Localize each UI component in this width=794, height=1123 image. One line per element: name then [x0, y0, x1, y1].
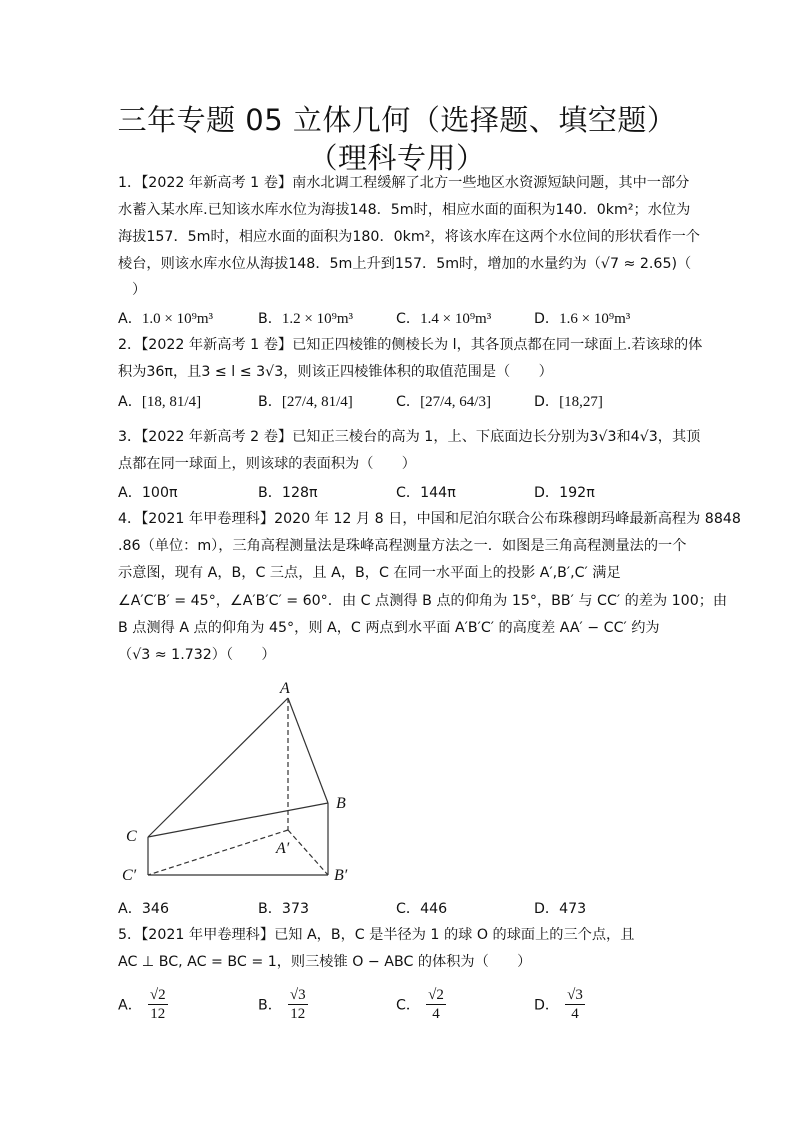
document-subtitle: （理科专用） [308, 141, 486, 175]
option-d: D．473 [534, 901, 587, 917]
svg-text:C′: C′ [122, 867, 137, 884]
option-b: B．[27/4, 81/4] [258, 394, 353, 410]
question-4-line-6: （√3 ≈ 1.732）（ ） [118, 647, 276, 663]
option-a: A．346 [118, 901, 169, 917]
option-a: A．100π [118, 485, 178, 501]
option-a: A． $\frac{√2}{12}$ [118, 987, 166, 1022]
question-1-options [118, 308, 678, 332]
option-d: D．192π [534, 485, 595, 501]
question-4-line-2: .86（单位：m），三角高程测量法是珠峰高程测量方法之一．如图是三角高程测量法的一个 [118, 538, 687, 554]
question-1-line-2: 水蓄入某水库.已知该水库水位为海拔148．5m时，相应水面的面积为140．0km²；水位为 [118, 202, 691, 218]
svg-text:A: A [280, 680, 290, 697]
question-source: 【2021 年甲卷理科】 [141, 927, 275, 943]
question-1-line-3: 海拔157．5m时，相应水面的面积为180．0km²，将该水库在这两个水位间的形状看作一个 [118, 229, 700, 245]
svg-text:A′: A′ [276, 840, 290, 857]
question-source: 【2022 年新高考 1 卷】 [141, 337, 293, 353]
question-source: 【2021 年甲卷理科】 [141, 511, 275, 527]
option-c: C．144π [396, 485, 456, 501]
svg-text:C: C [126, 828, 137, 845]
question-3-options [118, 482, 678, 506]
option-b: B． $\frac{√3}{12}$ [258, 987, 306, 1022]
question-4-line-1: 4．【2021 年甲卷理科】2020 年 12 月 8 日，中国和尼泊尔联合公布珠穆朗玛峰最新高程为 8848 [118, 511, 741, 527]
option-a: A．1.0 × 10⁹m³ [118, 311, 214, 327]
question-1-line-4: 棱台，则该水库水位从海拔148．5m上升到157．5m时，增加的水量约为（√7 ≈ 2.65)（ [118, 256, 692, 272]
document-title: 三年专题 05 立体几何（选择题、填空题） [117, 103, 677, 137]
question-4-options [118, 898, 678, 922]
question-1-line-5: ） [132, 282, 147, 298]
option-b: B．1.2 × 10⁹m³ [258, 311, 354, 327]
question-3-line-2: 点都在同一球面上，则该球的表面积为（ ） [118, 456, 416, 472]
option-a: A．[18, 81/4] [118, 394, 202, 410]
option-d: D． $\frac{√3}{4}$ [534, 987, 583, 1022]
option-c: C．446 [396, 901, 448, 917]
option-c: C．1.4 × 10⁹m³ [396, 311, 492, 327]
triangle-elevation-figure [118, 675, 368, 890]
question-source: 【2022 年新高考 2 卷】 [141, 429, 293, 445]
option-c: C． $\frac{√2}{4}$ [396, 987, 444, 1022]
question-1-line-1: 1．【2022 年新高考 1 卷】南水北调工程缓解了北方一些地区水资源短缺问题，其中一部分 [118, 175, 690, 191]
question-4-line-5: B 点测得 A 点的仰角为 45°，则 A，C 两点到水平面 A′B′C′ 的高度差 AA′ − CC′ 约为 [118, 620, 660, 636]
question-5-line-2: AC ⊥ BC, AC = BC = 1，则三棱锥 O − ABC 的体积为（ ） [118, 954, 532, 970]
question-number: 1． [118, 175, 142, 191]
option-c: C．[27/4, 64/3] [396, 394, 491, 410]
option-d: D．1.6 × 10⁹m³ [534, 311, 631, 327]
question-2-line-2: 积为36π，且3 ≤ l ≤ 3√3，则该正四棱锥体积的取值范围是（ ） [118, 364, 553, 380]
svg-text:B′: B′ [334, 867, 348, 884]
question-3-line-1: 3．【2022 年新高考 2 卷】已知正三棱台的高为 1，上、下底面边长分别为3√3和4√3，其顶 [118, 429, 701, 445]
question-2-options [118, 391, 678, 415]
question-5-line-1: 5．【2021 年甲卷理科】已知 A，B，C 是半径为 1 的球 O 的球面上的三个点，且 [118, 927, 635, 943]
question-source: 【2022 年新高考 1 卷】 [141, 175, 293, 191]
question-5-options [118, 982, 678, 1022]
svg-text:B: B [336, 795, 346, 812]
option-b: B．128π [258, 485, 318, 501]
option-d: D．[18,27] [534, 394, 603, 410]
option-b: B．373 [258, 901, 310, 917]
prism-diagram [118, 675, 368, 890]
question-4-line-3: 示意图，现有 A，B，C 三点，且 A，B，C 在同一水平面上的投影 A′,B′,C′ 满足 [118, 565, 621, 581]
question-2-line-1: 2．【2022 年新高考 1 卷】已知正四棱锥的侧棱长为 l，其各顶点都在同一球面上.若该球的体 [118, 337, 703, 353]
question-4-line-4: ∠A′C′B′ = 45°，∠A′B′C′ = 60°．由 C 点测得 B 点的仰角为 15°，BB′ 与 CC′ 的差为 100；由 [118, 593, 728, 609]
